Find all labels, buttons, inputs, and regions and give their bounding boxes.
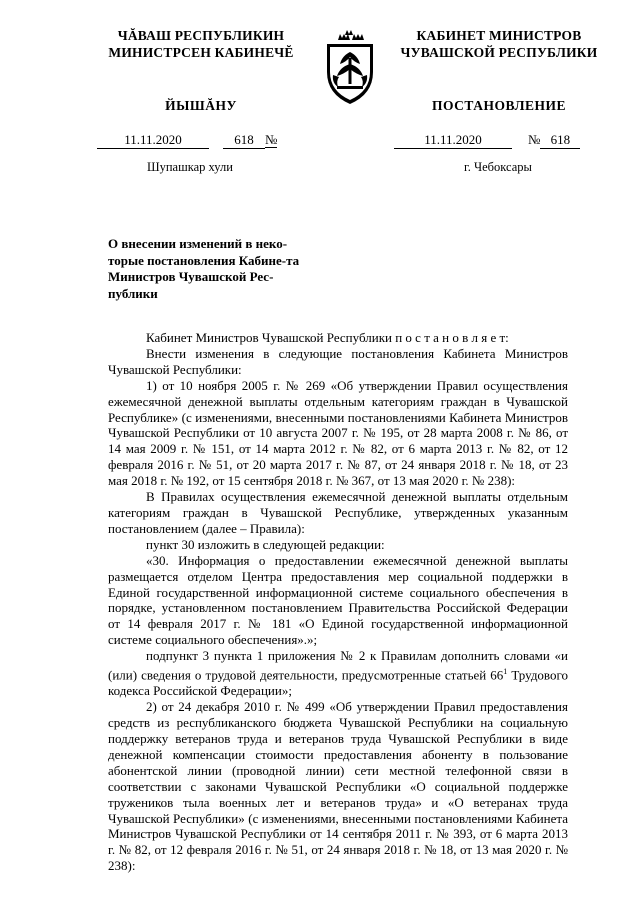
paragraph-item-2: 2) от 24 декабря 2010 г. № 499 «Об утверждении Правил предоставления средств из республиканского бюджета Чувашской Республики на социальную поддержку ветеранов труда и ветеранов труда Чувашской Республики в виде денежной компенсации стоимости предоставления абоненту в пользование абонентской линии (проводной линии) сети местной телефонной связи в соответствии с законами Чувашской Республики «О социальной поддержке тружеников тыла военных лет и ветеранов труда» и «О ветеранах труда Чувашской Республики» (с изменениями, внесенными постановлениями Кабинета Министров Чувашской Республики от 14 сентября 2011 г. № 393, от 6 марта 2013 г. № 82, от 12 февраля 2016 г. № 51, от 24 января 2018 г. № 18, от 13 мая 2020 г. № 238): bbox=[108, 699, 568, 874]
header-right bbox=[384, 27, 614, 61]
document-body bbox=[108, 330, 568, 874]
paragraph-rules: В Правилах осуществления ежемесячной денежной выплаты отдельным категориям граждан в Чувашской Республике, утвержденных указанным постановлением (далее – Правила): bbox=[108, 489, 568, 536]
left-date: 11.11.2020 bbox=[97, 132, 209, 149]
left-no-sign: № bbox=[265, 132, 278, 147]
header-left-line2: МИНИСТРСЕН КАБИНЕЧĔ bbox=[108, 45, 294, 60]
header-right-line2: ЧУВАШСКОЙ РЕСПУБЛИКИ bbox=[400, 45, 598, 60]
left-city: Шупашкар хули bbox=[147, 160, 233, 174]
right-no-sign: № bbox=[528, 132, 541, 147]
left-date-number bbox=[97, 132, 277, 149]
document-subject: О внесении изменений в неко-торые постановления Кабине-та Министров Чувашской Рес-публики bbox=[108, 236, 300, 301]
header-left bbox=[86, 27, 316, 61]
right-date: 11.11.2020 bbox=[394, 132, 512, 149]
paragraph-point-30: пункт 30 изложить в следующей редакции: bbox=[146, 536, 385, 552]
doctype-right: ПОСТАНОВЛЕНИЕ bbox=[431, 98, 567, 113]
subpoint-3-text-b: Трудового кодекса Российской Федерации»; bbox=[108, 667, 568, 699]
paragraph-intro: Внести изменения в следующие постановления Кабинета Министров Чувашской Республики: bbox=[108, 345, 568, 377]
subpoint-3-text-a: подпункт 3 пункта 1 приложения № 2 к Правилам дополнить словами «и (или) сведения о трудовой деятельности, предусмотренные статьей 66 bbox=[108, 648, 568, 683]
header-left-line1: ЧĂВАШ РЕСПУБЛИКИН bbox=[117, 28, 285, 43]
paragraph-item-1: 1) от 10 ноября 2005 г. № 269 «Об утверждении Правил осуществления ежемесячной денежной выплаты отдельным категориям граждан в Чувашской Республике» (с изменениями, внесенными постановлениями Кабинета Министров Чувашской Республики от 10 августа 2007 г. № 195, от 28 марта 2008 г. № 86, от 14 мая 2009 г. № 151, от 14 марта 2012 г. № 82, от 6 марта 2013 г. № 82, от 12 февраля 2016 г. № 51, от 20 марта 2017 г. № 87, от 24 января 2018 г. № 18, от 23 мая 2018 г. № 192, от 15 сентября 2018 г. № 367, от 13 мая 2020 г. № 238): bbox=[108, 377, 568, 489]
header-right-line1: КАБИНЕТ МИНИСТРОВ bbox=[416, 28, 582, 43]
doctype-left: ЙЫШĂНУ bbox=[165, 98, 237, 113]
paragraph-point-30-text: «30. Информация о предоставлении ежемесячной денежной выплаты размещается отделом Центра предоставления мер социальной поддержки в Единой государственной информационной системе социального обеспечения в порядке, установленном постановлением Правительства Российской Федерации от 14 февраля 2017 г. № 181 «О Единой государственной информационной системе социального обеспечения».»; bbox=[108, 552, 568, 648]
right-number: 618 bbox=[540, 132, 580, 149]
right-date-number bbox=[394, 132, 580, 149]
subpoint-3-superscript: 1 bbox=[503, 667, 508, 677]
paragraph-preamble: Кабинет Министров Чувашской Республики п о с т а н о в л я е т: bbox=[146, 330, 509, 345]
chuvash-coat-of-arms-icon bbox=[321, 30, 379, 108]
left-number: 618 bbox=[223, 132, 265, 149]
paragraph-subpoint-3 bbox=[108, 648, 568, 699]
right-city: г. Чебоксары bbox=[464, 160, 532, 174]
